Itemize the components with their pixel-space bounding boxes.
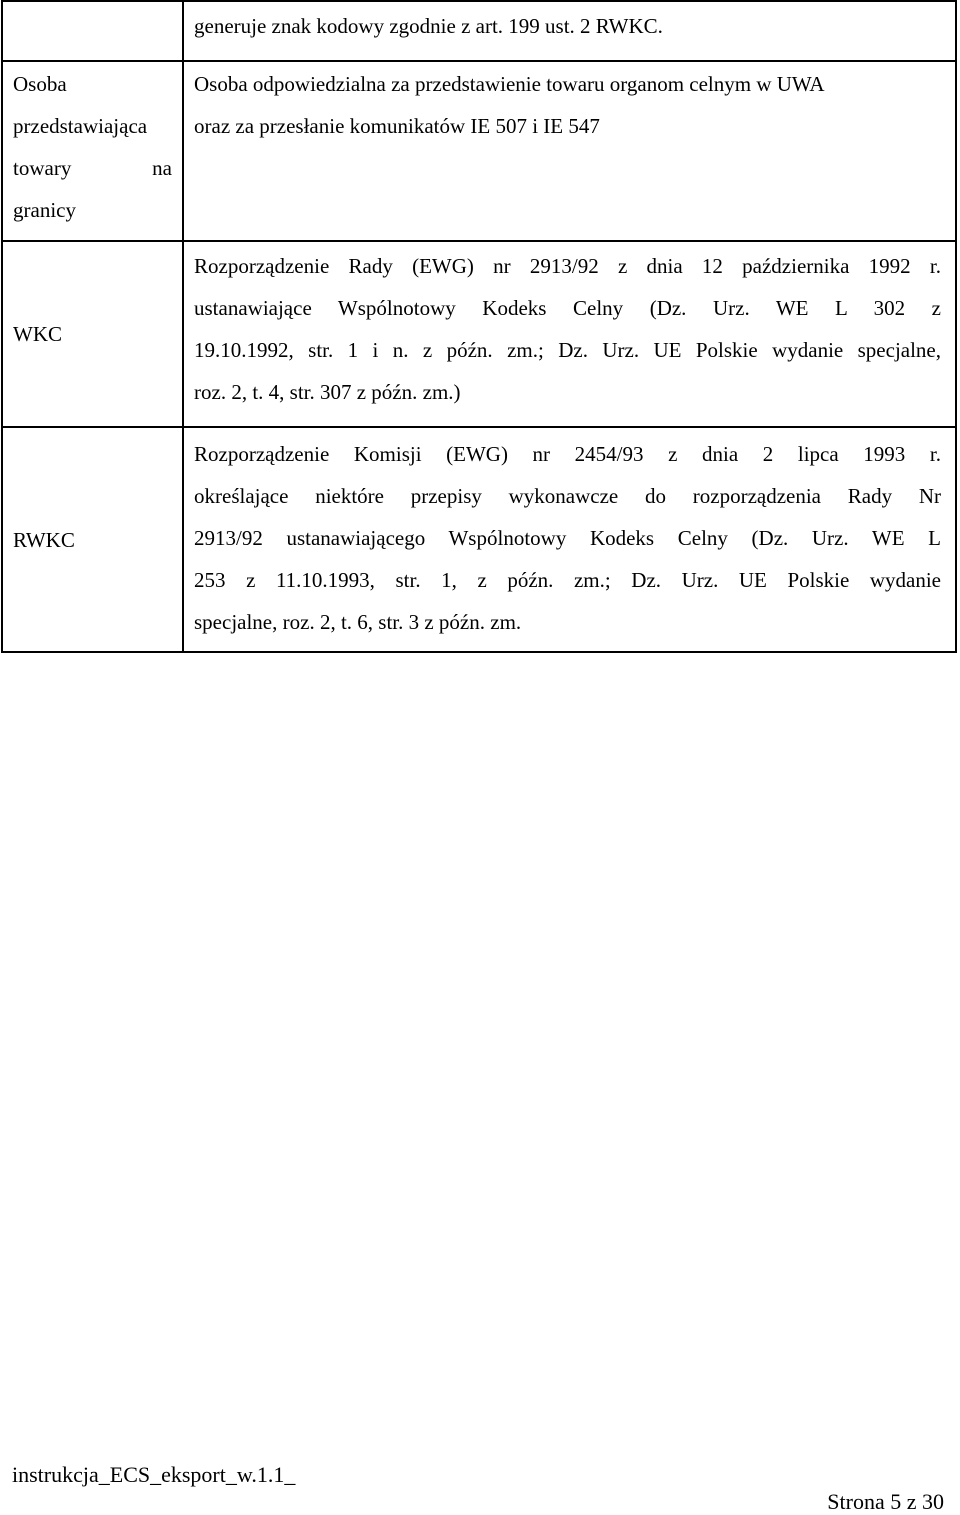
footer-page-number: Strona 5 z 30 [827, 1489, 944, 1514]
term-cell [2, 241, 183, 427]
definition-line: Rozporządzenie Komisji (EWG) nr 2454/93 z dnia 2 lipca 1993 r. [194, 442, 941, 466]
term-line: na [152, 156, 172, 180]
definition-line: ustanawiające Wspólnotowy Kodeks Celny (Dz. Urz. WE L 302 z [194, 296, 941, 320]
term-line: Osoba [13, 72, 67, 96]
definition-line: 19.10.1992, str. 1 i n. z późn. zm.; Dz. Urz. UE Polskie wydanie specjalne, [194, 338, 941, 362]
definition-cell [183, 241, 956, 427]
term-label: RWKC [13, 527, 75, 552]
table-row [2, 427, 956, 652]
term-line: towary [13, 156, 72, 180]
definition-line: generuje znak kodowy zgodnie z art. 199 ust. 2 RWKC. [194, 14, 663, 38]
table-row [2, 61, 956, 241]
definition-line: oraz za przesłanie komunikatów IE 507 i IE 547 [194, 114, 600, 138]
definition-cell [183, 427, 956, 652]
definition-line: Rozporządzenie Rady (EWG) nr 2913/92 z dnia 12 października 1992 r. [194, 254, 941, 278]
table-row [2, 1, 956, 61]
definition-line: specjalne, roz. 2, t. 6, str. 3 z późn. zm. [194, 610, 522, 634]
definition-line: 2913/92 ustanawiającego Wspólnotowy Kodeks Celny (Dz. Urz. WE L [194, 526, 941, 550]
term-label: WKC [13, 322, 62, 346]
definition-cell [183, 1, 956, 61]
footer-filename: instrukcja_ECS_eksport_w.1.1_ [12, 1462, 296, 1487]
definitions-table [1, 0, 957, 653]
table-row [2, 241, 956, 427]
term-cell [2, 427, 183, 652]
definition-line: określające niektóre przepisy wykonawcze do rozporządzenia Rady Nr [194, 484, 941, 508]
definition-line: Osoba odpowiedzialna za przedstawienie towaru organom celnym w UWA [194, 72, 825, 96]
term-cell [2, 1, 183, 61]
definition-cell [183, 61, 956, 241]
definition-line: roz. 2, t. 4, str. 307 z późn. zm.) [194, 380, 461, 404]
term-line: przedstawiająca [13, 114, 148, 138]
term-cell [2, 61, 183, 241]
definition-line: 253 z 11.10.1993, str. 1, z późn. zm.; Dz. Urz. UE Polskie wydanie [194, 568, 941, 592]
term-line: granicy [13, 198, 76, 222]
